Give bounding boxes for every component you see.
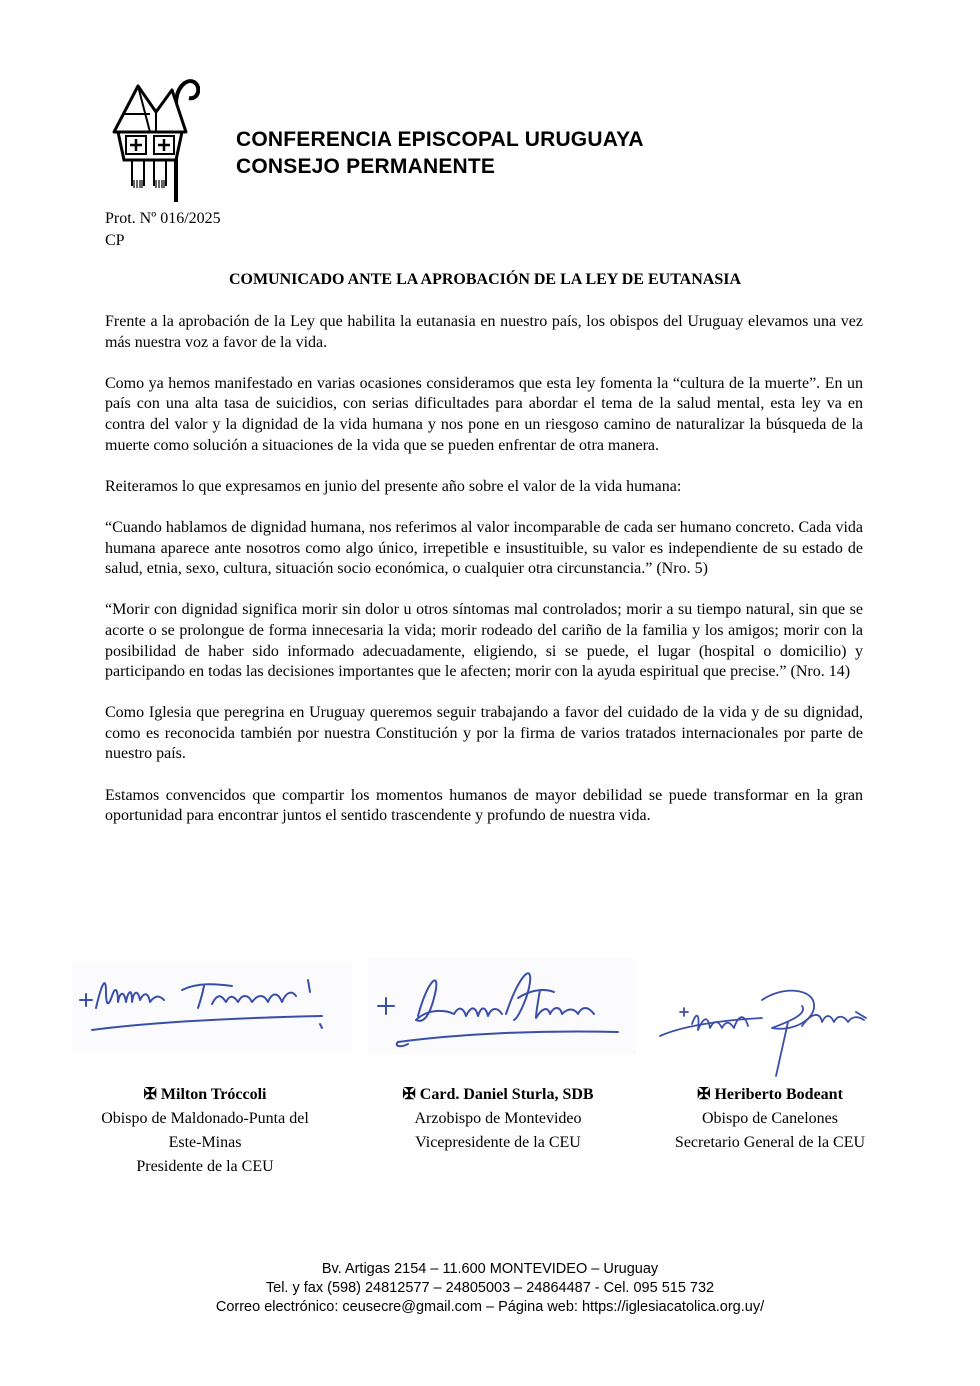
signer-name: Card. Daniel Sturla, SDB	[419, 1086, 594, 1103]
episcopal-mitre-logo	[110, 74, 200, 202]
signer-title: Obispo de Canelones	[702, 1110, 838, 1127]
signer-name-row	[368, 1083, 628, 1107]
protocol-number: Prot. Nº 016/2025	[105, 210, 221, 227]
footer-address: Bv. Artigas 2154 – 11.600 MONTEVIDEO – Uruguay	[321, 1261, 659, 1277]
paragraph: “Cuando hablamos de dignidad humana, nos referimos al valor incomparable de cada ser humano concreto. Cada vida humana aparece ante nosotros como algo único, irrepetible e insustituible, su valor es independiente de su estado de salud, etnia, sexo, cultura, situación socio económica, o cualquier otra circunstancia.” (Nro. 5)	[105, 518, 863, 578]
signer-sturla	[368, 1083, 628, 1155]
signer-role: Presidente de la CEU	[136, 1158, 274, 1175]
document-title: COMUNICADO ANTE LA APROBACIÓN DE LA LEY DE EUTANASIA	[228, 271, 742, 288]
paragraph: Frente a la aprobación de la Ley que habilita la eutanasia en nuestro país, los obispos del Uruguay elevamos una vez más nuestra voz a favor de la vida.	[105, 313, 863, 351]
document-body	[105, 312, 863, 847]
signature-troccoli	[72, 962, 352, 1052]
council-name: CONSEJO PERMANENTE	[236, 155, 496, 178]
maltese-cross-icon: ✠	[143, 1086, 157, 1103]
signer-role: Secretario General de la CEU	[674, 1134, 866, 1151]
paragraph: Como ya hemos manifestado en varias ocasiones consideramos que esta ley fomenta la “cultura de la muerte”. En un país con una alta tasa de suicidios, con serias dificultades para abordar el tema de la salud mental, esta ley va en contra del valor y la dignidad de la vida humana y nos pone en un riesgoso camino de naturalizar la búsqueda de la muerte como solución a situaciones de la vida que se pueden enfrentar de otra manera.	[105, 374, 863, 454]
signer-title: Obispo de Maldonado-Punta del	[101, 1110, 309, 1127]
signer-title: Arzobispo de Montevideo	[414, 1110, 582, 1127]
signature-sturla	[368, 958, 636, 1054]
maltese-cross-icon: ✠	[697, 1086, 711, 1103]
signer-troccoli	[80, 1083, 330, 1179]
paragraph: Como Iglesia que peregrina en Uruguay queremos seguir trabajando a favor del cuidado de la vida y de su dignidad, como es reconocida también por nuestra Constitución y por la firma de varios tratados internacionales por parte de nuestro país.	[105, 704, 863, 763]
signer-name-row	[80, 1083, 330, 1107]
footer-email-web: Correo electrónico: ceusecre@gmail.com – Página web: https://iglesiacatolica.org.uy/	[215, 1299, 765, 1315]
signer-bodeant	[650, 1083, 890, 1155]
paragraph: Reiteramos lo que expresamos en junio del presente año sobre el valor de la vida humana:	[105, 477, 682, 495]
paragraph: Estamos convencidos que compartir los momentos humanos de mayor debilidad se puede transformar en la gran oportunidad para encontrar juntos el sentido trascendente y profundo de nuestra vida.	[105, 786, 863, 825]
footer-phone: Tel. y fax (598) 24812577 – 24805003 – 24864487 - Cel. 095 515 732	[265, 1280, 715, 1296]
signer-title: Este-Minas	[168, 1134, 242, 1151]
signer-name: Milton Tróccoli	[160, 1086, 267, 1103]
maltese-cross-icon: ✠	[402, 1086, 416, 1103]
signature-bodeant	[652, 982, 882, 1078]
signer-role: Vicepresidente de la CEU	[415, 1134, 581, 1151]
paragraph: “Morir con dignidad significa morir sin dolor u otros síntomas mal controlados; morir a su tiempo natural, sin que se acorte o se prolongue de forma innecesaria la vida; morir rodeado del cariño de la familia y los amigos; morir con la posibilidad de haber sido informado adecuadamente, eligiendo, si se puede, el lugar (hospital o domicilio) y participando en todas las decisiones importantes que le afecten; morir con la ayuda espiritual que precise.” (Nro. 14)	[105, 601, 863, 681]
protocol-code: CP	[105, 232, 125, 249]
organization-heading	[236, 126, 644, 180]
organization-name: CONFERENCIA EPISCOPAL URUGUAYA	[236, 128, 644, 151]
signer-name-row	[650, 1083, 890, 1107]
protocol-reference	[105, 208, 221, 252]
contact-footer	[0, 1260, 980, 1317]
signer-name: Heriberto Bodeant	[714, 1086, 843, 1103]
